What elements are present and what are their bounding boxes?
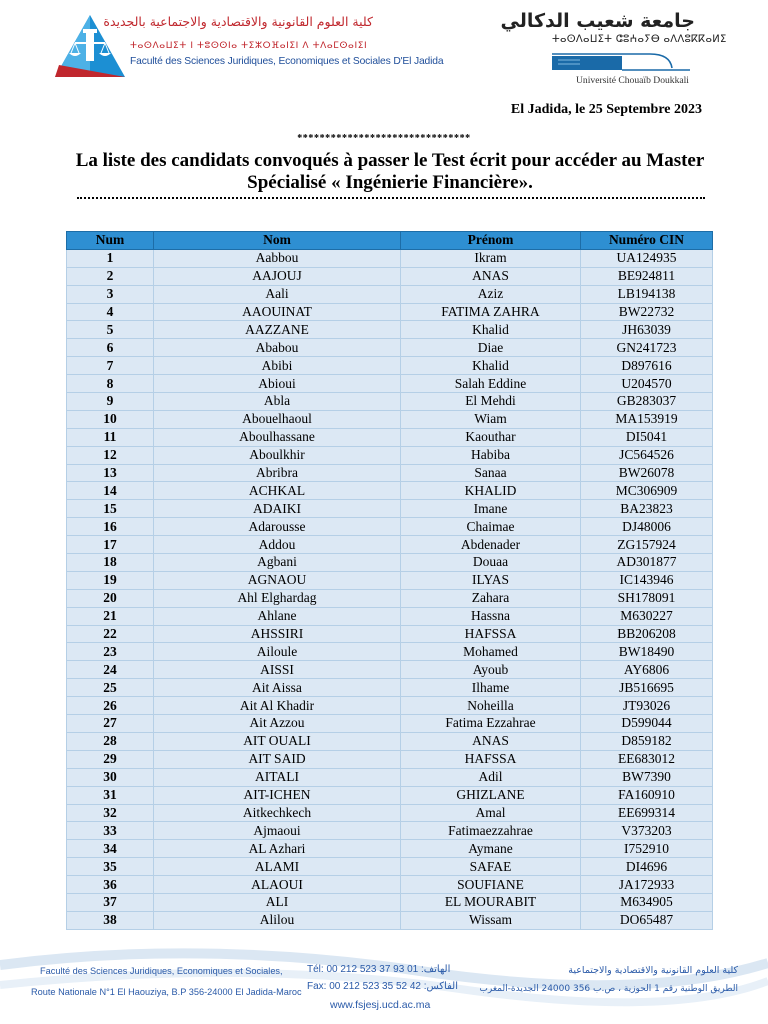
university-name-tifinagh: ⵜⴰⵙⴷⴰⵡⵉⵜ ⵛⵓⵄⴰⵢⴱ ⴰⴷⴷⵓⴽⴽⴰⵍⵉ [552, 34, 727, 45]
cell-cin: BW18490 [581, 643, 713, 661]
cell-cin: BE924811 [581, 267, 713, 285]
cell-nom: AITALI [154, 768, 401, 786]
cell-cin: JH63039 [581, 321, 713, 339]
cell-prenom: Khalid [401, 321, 581, 339]
cell-prenom: Habiba [401, 446, 581, 464]
table-row [67, 876, 713, 894]
table-row [67, 625, 713, 643]
cell-prenom: HAFSSA [401, 750, 581, 768]
cell-cin: SH178091 [581, 589, 713, 607]
cell-prenom: Aymane [401, 840, 581, 858]
faculty-name-tifinagh: ⵜⴰⵙⴷⴰⵡⵉⵜ ⵏ ⵜⵓⵙⵙⵏⴰ ⵜⵉⵣⵔⴼⴰⵏⵉⵏ ⴷ ⵜⴷⴰⵎⵙⴰⵏⵉⵏ [130, 41, 368, 51]
cell-prenom: Amal [401, 804, 581, 822]
cell-nom: ADAIKI [154, 500, 401, 518]
cell-prenom: Ilhame [401, 679, 581, 697]
cell-nom: Abla [154, 393, 401, 411]
cell-cin: JC564526 [581, 446, 713, 464]
cell-num: 3 [67, 285, 154, 303]
cell-prenom: Ikram [401, 249, 581, 267]
cell-cin: DI5041 [581, 428, 713, 446]
table-row [67, 285, 713, 303]
cell-nom: Addou [154, 536, 401, 554]
cell-cin: GN241723 [581, 339, 713, 357]
table-row [67, 375, 713, 393]
cell-cin: BW22732 [581, 303, 713, 321]
cell-nom: Aali [154, 285, 401, 303]
cell-nom: AIT OUALI [154, 732, 401, 750]
cell-nom: ALAMI [154, 858, 401, 876]
cell-nom: Ajmaoui [154, 822, 401, 840]
cell-nom: AHSSIRI [154, 625, 401, 643]
table-row [67, 428, 713, 446]
table-row [67, 732, 713, 750]
cell-num: 28 [67, 732, 154, 750]
cell-prenom: Sanaa [401, 464, 581, 482]
university-name-arabic: جامعة شعيب الدكالي [500, 10, 695, 32]
cell-nom: AIT SAID [154, 750, 401, 768]
cell-num: 12 [67, 446, 154, 464]
table-row [67, 679, 713, 697]
cell-cin: D859182 [581, 732, 713, 750]
faculty-name-french: Faculté des Sciences Juridiques, Economiques et Sociales D'El Jadida [130, 56, 444, 67]
cell-prenom: Kaouthar [401, 428, 581, 446]
university-name-french: Université Chouaïb Doukkali [576, 75, 689, 86]
cell-prenom: Zahara [401, 589, 581, 607]
table-row [67, 339, 713, 357]
footer-address: Route Nationale N°1 El Haouziya, B.P 356-24000 El Jadida-Maroc [31, 987, 302, 997]
table-row [67, 822, 713, 840]
cell-num: 14 [67, 482, 154, 500]
table-row [67, 768, 713, 786]
cell-nom: Aitkechkech [154, 804, 401, 822]
cell-num: 36 [67, 876, 154, 894]
cell-prenom: Khalid [401, 357, 581, 375]
cell-prenom: Wiam [401, 410, 581, 428]
cell-num: 25 [67, 679, 154, 697]
cell-num: 23 [67, 643, 154, 661]
cell-nom: AAZZANE [154, 321, 401, 339]
cell-num: 27 [67, 715, 154, 733]
table-row [67, 321, 713, 339]
footer-website-link[interactable]: www.fsjesj.ucd.ac.ma [330, 999, 431, 1011]
cell-nom: Ait Azzou [154, 715, 401, 733]
table-row [67, 357, 713, 375]
cell-nom: AISSI [154, 661, 401, 679]
cell-nom: ALI [154, 893, 401, 911]
dotted-divider [77, 197, 705, 199]
cell-prenom: Adil [401, 768, 581, 786]
table-row [67, 661, 713, 679]
table-row [67, 303, 713, 321]
cell-num: 6 [67, 339, 154, 357]
column-header-prenom: Prénom [401, 232, 581, 250]
cell-cin: JA172933 [581, 876, 713, 894]
table-row [67, 554, 713, 572]
cell-num: 13 [67, 464, 154, 482]
cell-num: 17 [67, 536, 154, 554]
cell-nom: AGNAOU [154, 571, 401, 589]
table-header-row [67, 232, 713, 250]
cell-num: 11 [67, 428, 154, 446]
table-row [67, 643, 713, 661]
cell-nom: Ailoule [154, 643, 401, 661]
cell-cin: FA160910 [581, 786, 713, 804]
cell-num: 35 [67, 858, 154, 876]
column-header-num: Num [67, 232, 154, 250]
cell-cin: UA124935 [581, 249, 713, 267]
cell-prenom: Diae [401, 339, 581, 357]
table-row [67, 697, 713, 715]
cell-nom: AAJOUJ [154, 267, 401, 285]
table-row [67, 267, 713, 285]
cell-prenom: Imane [401, 500, 581, 518]
cell-cin: BW7390 [581, 768, 713, 786]
document-title: La liste des candidats convoqués à passer le Test écrit pour accéder au Master Spécialisé « Ingénierie Financière». [75, 150, 705, 193]
table-row [67, 893, 713, 911]
cell-prenom: Fatima Ezzahrae [401, 715, 581, 733]
faculty-name-arabic: كلية العلوم القانونية والاقتصادية والاجتماعية بالجديدة [103, 14, 373, 29]
cell-cin: GB283037 [581, 393, 713, 411]
cell-prenom: Fatimaezzahrae [401, 822, 581, 840]
cell-nom: Ahlane [154, 607, 401, 625]
table-row [67, 518, 713, 536]
cell-num: 33 [67, 822, 154, 840]
cell-cin: LB194138 [581, 285, 713, 303]
footer-address-arabic: الطريق الوطنية رقم 1 الحوزية ، ص.ب 356 24000 الجديدة-المغرب [479, 984, 738, 994]
footer-faculty-name-arabic: كلية العلوم القانونية والاقتصادية والاجتماعية [568, 965, 738, 976]
cell-prenom: EL MOURABIT [401, 893, 581, 911]
cell-nom: Aboulhassane [154, 428, 401, 446]
cell-nom: Abribra [154, 464, 401, 482]
cell-num: 15 [67, 500, 154, 518]
cell-prenom: GHIZLANE [401, 786, 581, 804]
cell-num: 31 [67, 786, 154, 804]
cell-prenom: ANAS [401, 267, 581, 285]
cell-nom: Abibi [154, 357, 401, 375]
cell-nom: AAOUINAT [154, 303, 401, 321]
cell-num: 19 [67, 571, 154, 589]
cell-nom: AL Azhari [154, 840, 401, 858]
cell-prenom: Chaimae [401, 518, 581, 536]
footer-faculty-name: Faculté des Sciences Juridiques, Economiques et Sociales, [40, 966, 283, 976]
cell-nom: Ahl Elghardag [154, 589, 401, 607]
cell-num: 34 [67, 840, 154, 858]
cell-num: 2 [67, 267, 154, 285]
cell-cin: M634905 [581, 893, 713, 911]
cell-num: 7 [67, 357, 154, 375]
table-row [67, 750, 713, 768]
table-row [67, 464, 713, 482]
cell-cin: I752910 [581, 840, 713, 858]
cell-nom: Ait Aissa [154, 679, 401, 697]
cell-prenom: ILYAS [401, 571, 581, 589]
cell-num: 9 [67, 393, 154, 411]
cell-prenom: FATIMA ZAHRA [401, 303, 581, 321]
cell-cin: DO65487 [581, 911, 713, 929]
cell-cin: DJ48006 [581, 518, 713, 536]
cell-num: 18 [67, 554, 154, 572]
column-header-nom: Nom [154, 232, 401, 250]
cell-num: 21 [67, 607, 154, 625]
cell-prenom: ANAS [401, 732, 581, 750]
cell-prenom: KHALID [401, 482, 581, 500]
table-row [67, 446, 713, 464]
table-row [67, 249, 713, 267]
cell-prenom: Mohamed [401, 643, 581, 661]
table-row [67, 911, 713, 929]
cell-nom: Aboulkhir [154, 446, 401, 464]
cell-cin: M630227 [581, 607, 713, 625]
table-row [67, 715, 713, 733]
table-row [67, 858, 713, 876]
cell-prenom: Noheilla [401, 697, 581, 715]
star-separator: ******************************* [297, 133, 471, 144]
cell-prenom: El Mehdi [401, 393, 581, 411]
cell-prenom: Salah Eddine [401, 375, 581, 393]
cell-num: 5 [67, 321, 154, 339]
cell-cin: V373203 [581, 822, 713, 840]
cell-num: 16 [67, 518, 154, 536]
university-logo [550, 48, 700, 74]
cell-prenom: SAFAE [401, 858, 581, 876]
cell-nom: ACHKAL [154, 482, 401, 500]
cell-nom: Abioui [154, 375, 401, 393]
document-date: El Jadida, le 25 Septembre 2023 [510, 102, 702, 117]
cell-cin: EE683012 [581, 750, 713, 768]
table-row [67, 589, 713, 607]
footer-phone: Tél: 00 212 523 37 93 01 :الهاتف [307, 964, 451, 975]
cell-num: 37 [67, 893, 154, 911]
cell-prenom: Douaa [401, 554, 581, 572]
cell-num: 4 [67, 303, 154, 321]
cell-cin: AD301877 [581, 554, 713, 572]
cell-cin: ZG157924 [581, 536, 713, 554]
cell-nom: AIT-ICHEN [154, 786, 401, 804]
cell-nom: ALAOUI [154, 876, 401, 894]
table-row [67, 536, 713, 554]
table-row [67, 482, 713, 500]
table-row [67, 607, 713, 625]
cell-cin: D599044 [581, 715, 713, 733]
cell-prenom: Hassna [401, 607, 581, 625]
cell-prenom: HAFSSA [401, 625, 581, 643]
cell-cin: BW26078 [581, 464, 713, 482]
cell-prenom: Aziz [401, 285, 581, 303]
cell-cin: DI4696 [581, 858, 713, 876]
cell-nom: Adarousse [154, 518, 401, 536]
cell-num: 22 [67, 625, 154, 643]
cell-cin: BB206208 [581, 625, 713, 643]
table-row [67, 410, 713, 428]
cell-cin: IC143946 [581, 571, 713, 589]
cell-nom: Alilou [154, 911, 401, 929]
table-row [67, 840, 713, 858]
cell-nom: Ababou [154, 339, 401, 357]
cell-cin: JB516695 [581, 679, 713, 697]
table-row [67, 786, 713, 804]
cell-num: 29 [67, 750, 154, 768]
table-row [67, 393, 713, 411]
cell-nom: Abouelhaoul [154, 410, 401, 428]
cell-cin: MA153919 [581, 410, 713, 428]
cell-cin: EE699314 [581, 804, 713, 822]
cell-prenom: Wissam [401, 911, 581, 929]
cell-prenom: SOUFIANE [401, 876, 581, 894]
cell-num: 32 [67, 804, 154, 822]
cell-num: 8 [67, 375, 154, 393]
cell-num: 20 [67, 589, 154, 607]
cell-num: 1 [67, 249, 154, 267]
cell-cin: JT93026 [581, 697, 713, 715]
cell-nom: Ait Al Khadir [154, 697, 401, 715]
cell-prenom: Abdenader [401, 536, 581, 554]
cell-num: 38 [67, 911, 154, 929]
footer-fax: Fax: 00 212 523 35 52 42 :الفاكس [307, 981, 458, 992]
cell-cin: AY6806 [581, 661, 713, 679]
cell-cin: MC306909 [581, 482, 713, 500]
cell-cin: U204570 [581, 375, 713, 393]
cell-num: 24 [67, 661, 154, 679]
cell-num: 30 [67, 768, 154, 786]
cell-num: 26 [67, 697, 154, 715]
cell-cin: BA23823 [581, 500, 713, 518]
table-row [67, 500, 713, 518]
candidates-table [66, 231, 713, 930]
cell-nom: Agbani [154, 554, 401, 572]
cell-prenom: Ayoub [401, 661, 581, 679]
table-row [67, 571, 713, 589]
column-header-cin: Numéro CIN [581, 232, 713, 250]
cell-num: 10 [67, 410, 154, 428]
table-row [67, 804, 713, 822]
cell-cin: D897616 [581, 357, 713, 375]
cell-nom: Aabbou [154, 249, 401, 267]
